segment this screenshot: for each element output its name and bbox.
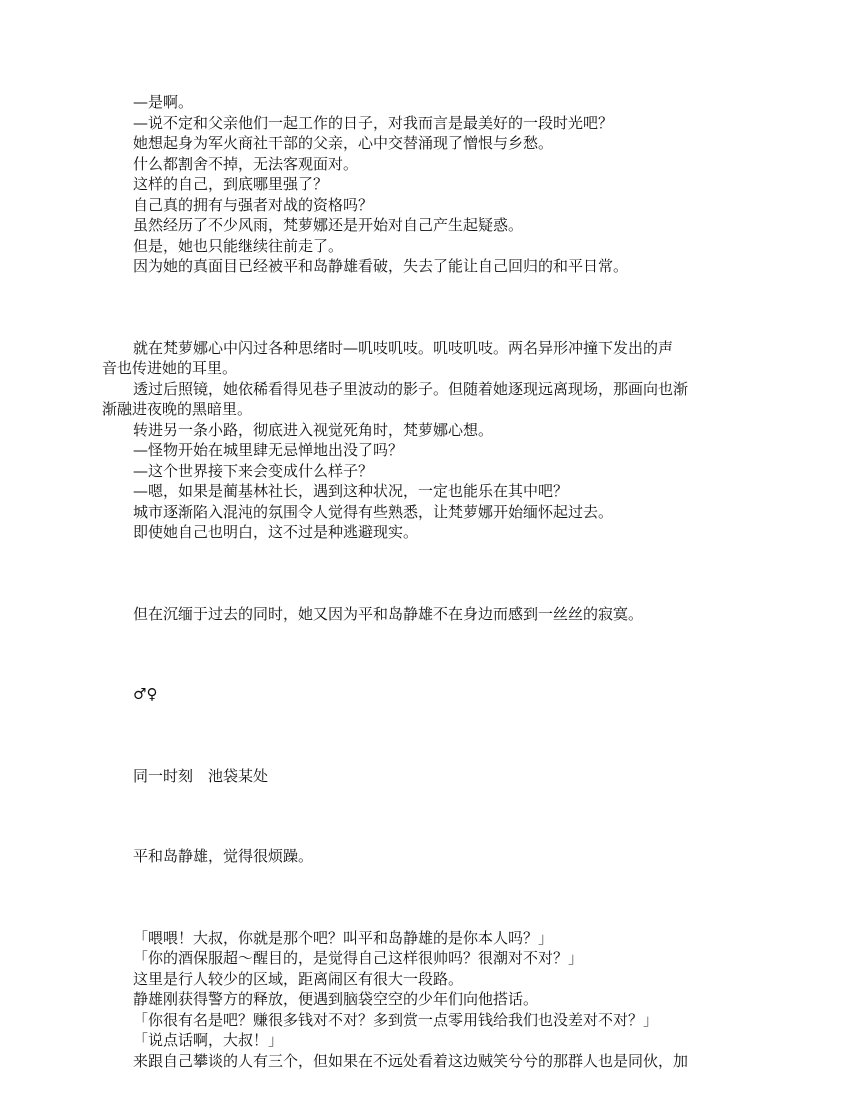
text-line: 来跟自己攀谈的人有三个，但如果在不远处看着这边贼笑兮兮的那群人也是同伙，加 (133, 1051, 689, 1070)
text-line: —这个世界接下来会变成什么样子？ (133, 461, 374, 480)
text-line: 什么都割舍不掉，无法客观面对。 (133, 154, 359, 173)
section-gap (133, 867, 763, 928)
section-gap (133, 543, 763, 604)
dialogue-line: 「你的酒保服超～醒目的，是觉得自己这样很帅吗？很潮对不对？」 (133, 949, 584, 967)
text-line: 这里是行人较少的区域，距离闹区有很大一段路。 (133, 969, 464, 988)
text-line-continuation: 音也传进她的耳里。 (102, 359, 238, 377)
text-line: 平和岛静雄，觉得很烦躁。 (133, 847, 314, 865)
scene-separator: ♂♀ (133, 685, 158, 703)
text-line: 转进另一条小路，彻底进入视觉死角时，梵萝娜心想。 (133, 420, 494, 439)
section-gap (133, 277, 763, 338)
text-line: 城市逐渐陷入混沌的氛围令人觉得有些熟悉，让梵萝娜开始缅怀起过去。 (133, 502, 614, 521)
text-line: 她想起身为军火商社干部的父亲，心中交替涌现了憎恨与乡愁。 (133, 134, 554, 152)
text-body (102, 92, 763, 1071)
section-gap (133, 624, 763, 684)
text-line: 就在梵萝娜心中闪过各种思绪时—叽吱叽吱。叽吱叽吱。两名异形冲撞下发出的声 (133, 338, 674, 357)
text-line-continuation: 渐融进夜晚的黑暗里。 (102, 400, 253, 418)
scene-heading: 同一时刻 池袋某处 (133, 766, 269, 785)
dialogue-line: 「说点话啊，大叔！」 (133, 1031, 284, 1049)
text-line: —怪物开始在城里肆无忌惮地出没了吗？ (133, 441, 404, 459)
dialogue-line: 「你很有名是吧？赚很多钱对不对？多到赏一点零用钱给我们也没差对不对？」 (133, 1010, 659, 1029)
text-line: 但在沉缅于过去的同时，她又因为平和岛静雄不在身边而感到一丝丝的寂寞。 (133, 604, 644, 623)
text-line: 因为她的真面目已经被平和岛静雄看破，失去了能让自己回归的和平日常。 (133, 257, 629, 275)
text-line: 即使她自己也明白，这不过是种逃避现实。 (133, 523, 419, 541)
text-line: 这样的自己，到底哪里强了？ (133, 175, 329, 193)
section-gap (133, 786, 763, 846)
text-line: 但是，她也只能继续往前走了。 (133, 236, 344, 255)
text-line: —说不定和父亲他们一起工作的日子，对我而言是最美好的一段时光吧？ (133, 113, 614, 132)
text-line: 静雄刚获得警方的释放，便遇到脑袋空空的少年们向他搭话。 (133, 990, 539, 1008)
dialogue-line: 「喂喂！大叔，你就是那个吧？叫平和岛静雄的是你本人吗？」 (133, 928, 554, 947)
section-gap (133, 705, 763, 766)
text-line: —嗯，如果是蔺基林社长，遇到这种状况，一定也能乐在其中吧？ (133, 482, 569, 500)
text-line: 透过后照镜，她依稀看得见巷子里波动的影子。但随着她逐现远离现场，那画向也渐 (133, 379, 689, 398)
text-line: —是啊。 (133, 93, 194, 111)
text-line: 自己真的拥有与强者对战的资格吗？ (133, 195, 374, 214)
text-line: 虽然经历了不少风雨，梵萝娜还是开始对自己产生起疑惑。 (133, 216, 524, 234)
